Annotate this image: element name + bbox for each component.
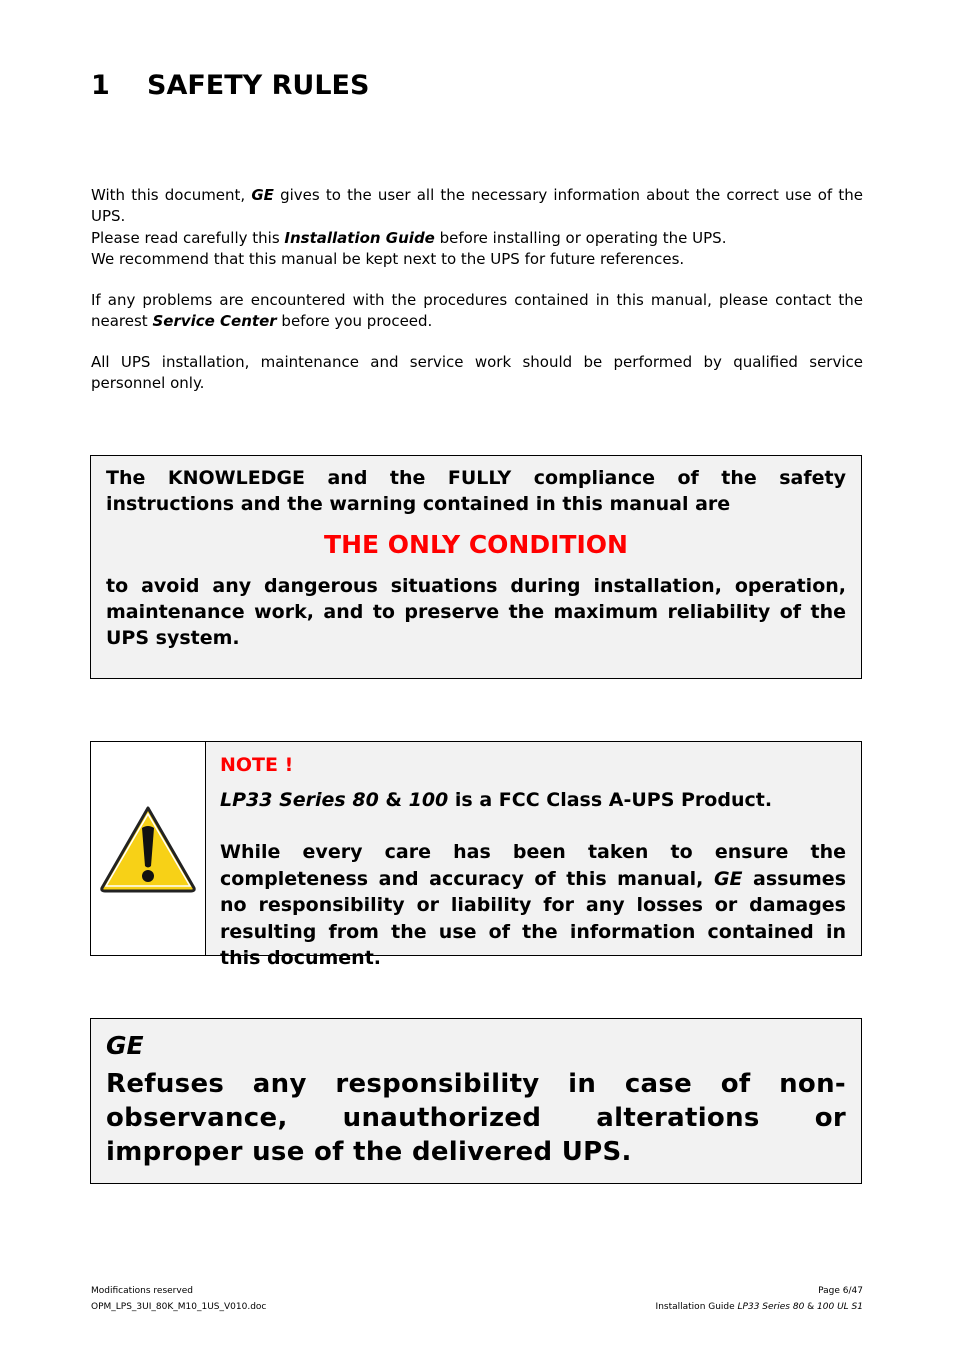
intro-paragraph-2: Please read carefully this Installation Guide before installing or operating the UPS. We recommend that this manual be kept next to the UPS for future references. — [91, 229, 727, 268]
section-heading — [91, 70, 369, 101]
intro-paragraph-1: With this document, GE gives to the user all the necessary information about the correct use of the UPS. — [91, 186, 863, 225]
brand-name: GE — [251, 186, 274, 204]
brand-name: GE — [713, 867, 743, 890]
knowledge-box — [90, 455, 862, 679]
note-box — [90, 741, 862, 969]
footer-right-line-2: Installation Guide LP33 Series 80 & 100 UL S1 — [655, 1302, 863, 1312]
ge-disclaimer-text: Refuses any responsibility in case of non-observance, unauthorized alterations or improper use of the delivered UPS. — [106, 1069, 846, 1167]
footer-page-number: Page 6/47 — [818, 1286, 863, 1296]
product-line: LP33 Series 80 & 100 is a FCC Class A-UPS Product. — [220, 789, 773, 811]
warning-triangle-icon — [98, 804, 198, 894]
ge-brand: GE — [106, 1031, 144, 1060]
footer-left-line-1: Modifications reserved — [91, 1286, 193, 1296]
intro-paragraph-4: All UPS installation, maintenance and service work should be performed by qualified service personnel only. — [91, 353, 863, 392]
knowledge-text-bottom: to avoid any dangerous situations during installation, operation, maintenance work, and to preserve the maximum reliability of the UPS system. — [106, 575, 846, 649]
document-name: Installation Guide — [284, 229, 435, 247]
section-number: 1 — [91, 70, 110, 101]
knowledge-text-top: The KNOWLEDGE and the FULLY compliance of the safety instructions and the warning contained in this manual are — [106, 467, 846, 515]
ge-disclaimer-box — [90, 1018, 862, 1184]
footer-left-line-2: OPM_LPS_3UI_80K_M10_1US_V010.doc — [91, 1302, 267, 1312]
intro-paragraph-3: If any problems are encountered with the procedures contained in this manual, please contact the nearest Service Center before you proceed. — [91, 291, 863, 330]
service-center-text: Service Center — [152, 312, 277, 330]
section-title: SAFETY RULES — [147, 70, 370, 101]
note-body: While every care has been taken to ensure the completeness and accuracy of this manual, GE assumes no responsibility or liability for any losses or damages resulting from the use of the information contained in this document. — [220, 841, 847, 969]
note-icon-cell — [91, 742, 206, 955]
note-title: NOTE ! — [220, 754, 294, 776]
only-condition-text: THE ONLY CONDITION — [324, 530, 628, 559]
note-text-cell — [206, 742, 861, 969]
